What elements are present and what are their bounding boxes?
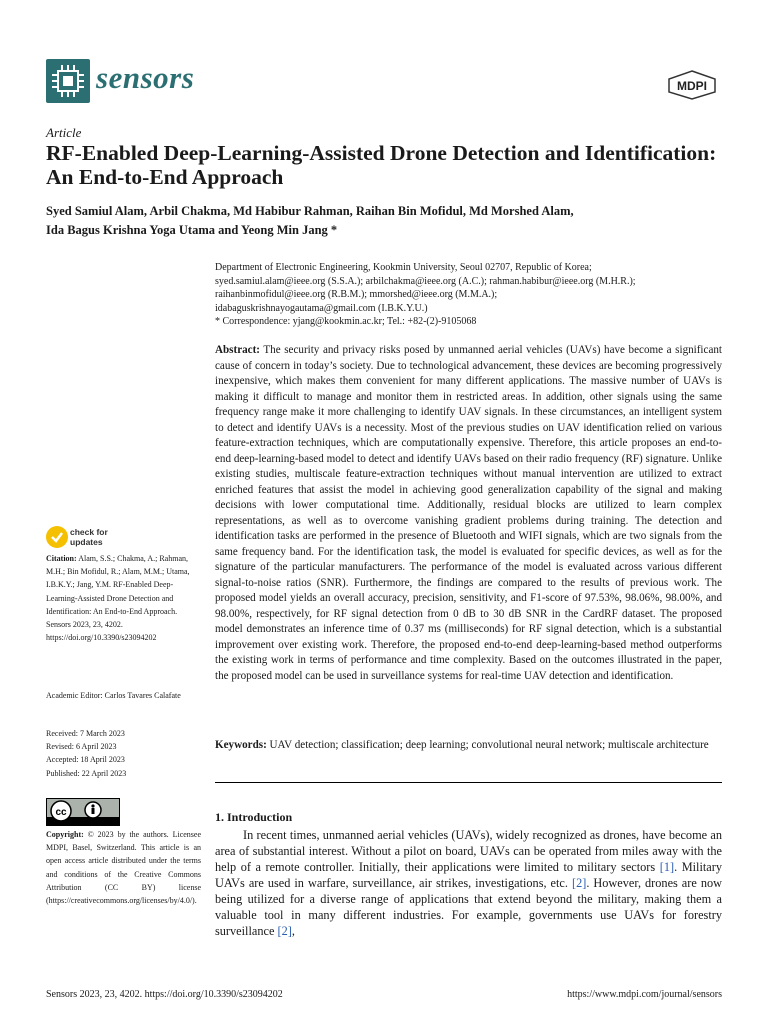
intro-text: . However, drones are now being utilized for a diverse range of applications that extend beyond the military, making them a valuable tool in many different industries. For example, governments use UAVs for forestry surveillance <box>215 876 722 938</box>
paper-title: RF-Enabled Deep-Learning-Assisted Drone Detection and Identification: An End-to-End Approach <box>46 141 717 189</box>
keywords-text: UAV detection; classification; deep learning; convolutional neural network; multiscale architecture <box>269 739 709 751</box>
copyright <box>46 828 201 907</box>
section-divider <box>215 782 722 783</box>
check-updates-icon[interactable] <box>46 526 68 548</box>
copyright-label: Copyright: <box>46 830 84 839</box>
article-dates <box>46 727 201 780</box>
svg-text:MDPI: MDPI <box>677 79 707 93</box>
affiliation-line: syed.samiul.alam@ieee.org (S.S.A.); arbilchakma@ieee.org (A.C.); rahman.habibur@ieee.org (M.H.R.); <box>215 275 636 287</box>
check-updates-label[interactable]: check for updates <box>70 527 108 547</box>
date-revised: Revised: 6 April 2023 <box>46 742 117 752</box>
copyright-text: © 2023 by the authors. Licensee MDPI, Basel, Switzerland. This article is an open access article distributed under the terms and conditions of the Creative Commons Attribution (CC BY) license (https://creativecommons.org/licenses/by/4.0/). <box>46 830 202 906</box>
citation-text: Alam, S.S.; Chakma, A.; Rahman, M.H.; Bin Mofidul, R.; Alam, M.M.; Utama, I.B.K.Y.; Jang, Y.M. RF-Enabled Deep-Learning-Assisted Drone Detection and Identification: An End-to-End Approach. Sensors 2023, 23, 4202. https://doi.org/10.3390/s23094202 <box>46 554 190 643</box>
affiliation <box>215 261 735 329</box>
footer-url[interactable]: https://www.mdpi.com/journal/sensors <box>567 989 722 1000</box>
author-list <box>46 202 746 240</box>
citation-label: Citation: <box>46 554 77 563</box>
abstract-text: The security and privacy risks posed by unmanned aerial vehicles (UAVs) have become a significant cause of concern in today’s society. Due to technological advancement, these devices are becoming progressively inexpensive, which makes them convenient for many different applications. The massive number of UAVs is making it difficult to manage and monitor them in restricted areas. In addition, other signals using the same frequency range make it more challenging to identify UAV signals. In these circumstances, an intelligent system to detect and identify UAVs is a necessity. Most of the previous studies on UAV identification relied on various feature-extraction techniques, which are computationally expensive. Therefore, this article proposes an end-to-end deep-learning-based model to detect and identify UAVs based on their radio frequency (RF) signature. Unlike existing studies, multiscale feature-extraction techniques without manual intervention are utilized to extract enriched features that assist the model in achieving good generalization capability of the signal and making decisions with lower computational time. Additionally, residual blocks are utilized to learn complex representations, as well as to overcome vanishing gradient problems during training. The detection and identification tasks are performed in the presence of Bluetooth and WIFI signals, which are two signals from the same frequency band. For the identification task, the model is evaluated for specific devices, as well as for the signature of the particular manufacturers. The performance of the model is evaluated across various different signal-to-noise ratios (SNR). Furthermore, the findings are compared to the results of previous work. The proposed model yields an overall accuracy, precision, sensitivity, and F1-score of 97.53%, 98.06%, 98.00%, and 98.00%, respectively, for RF signal detection from 0 dB to 30 dB SNR in the CardRF dataset. The proposed model demonstrates an inference time of 0.37 ms (milliseconds) for RF signal detection, which is a substantial improvement over existing work. Therefore, the proposed end-to-end deep-learning-based method outperforms the existing work in terms of performance and time complexity. Based on the outcomes illustrated in the paper, the proposed model can be used in surveillance systems for real-time UAV detection and identification. <box>215 344 722 682</box>
journal-logo-icon <box>46 59 90 103</box>
keywords <box>215 738 722 754</box>
publisher-logo <box>667 70 717 100</box>
affiliation-line: raihanbinmofidul@ieee.org (R.B.M.); mmorshed@ieee.org (M.M.A.); <box>215 289 498 301</box>
section-heading: 1. Introduction <box>215 810 293 824</box>
date-accepted: Accepted: 18 April 2023 <box>46 755 125 765</box>
intro-paragraph <box>215 827 722 939</box>
affiliation-line: Department of Electronic Engineering, Kookmin University, Seoul 02707, Republic of Korea; <box>215 262 592 273</box>
academic-editor: Academic Editor: Carlos Tavares Calafate <box>46 691 181 700</box>
citation <box>46 552 201 644</box>
date-received: Received: 7 March 2023 <box>46 729 125 738</box>
reference-link[interactable]: [2] <box>277 924 292 938</box>
footer-citation: Sensors 2023, 23, 4202. https://doi.org/10.3390/s23094202 <box>46 989 283 1000</box>
abstract-label: Abstract: <box>215 344 260 356</box>
article-type: Article <box>46 125 82 140</box>
svg-text:cc: cc <box>55 807 67 818</box>
author-line-1: Syed Samiul Alam, Arbil Chakma, Md Habibur Rahman, Raihan Bin Mofidul, Md Morshed Alam, <box>46 204 574 218</box>
date-published: Published: 22 April 2023 <box>46 768 127 778</box>
correspondence: * Correspondence: yjang@kookmin.ac.kr; Tel.: +82-(2)-9105068 <box>215 316 477 328</box>
intro-text: In recent times, unmanned aerial vehicles (UAVs), widely recognized as drones, have become an area of substantial interest. Without a pilot on board, UAVs can be operated from miles away with the help of a remote controller. Initially, their applications were limited to military sectors <box>215 828 722 874</box>
intro-text: . Military UAVs are used in warfare, surveillance, air strikes, investigations, etc. <box>215 860 722 890</box>
reference-link[interactable]: [1] <box>659 860 675 874</box>
reference-link[interactable]: [2] <box>571 876 587 890</box>
abstract <box>215 343 722 684</box>
cc-license-icon[interactable] <box>46 798 120 826</box>
intro-text: , <box>291 924 295 938</box>
author-line-2: Ida Bagus Krishna Yoga Utama and Yeong Min Jang * <box>46 223 338 237</box>
keywords-label: Keywords: <box>215 739 267 751</box>
affiliation-line: idabaguskrishnayogautama@gmail.com (I.B.K.Y.U.) <box>215 302 428 314</box>
journal-name: sensors <box>96 60 195 95</box>
